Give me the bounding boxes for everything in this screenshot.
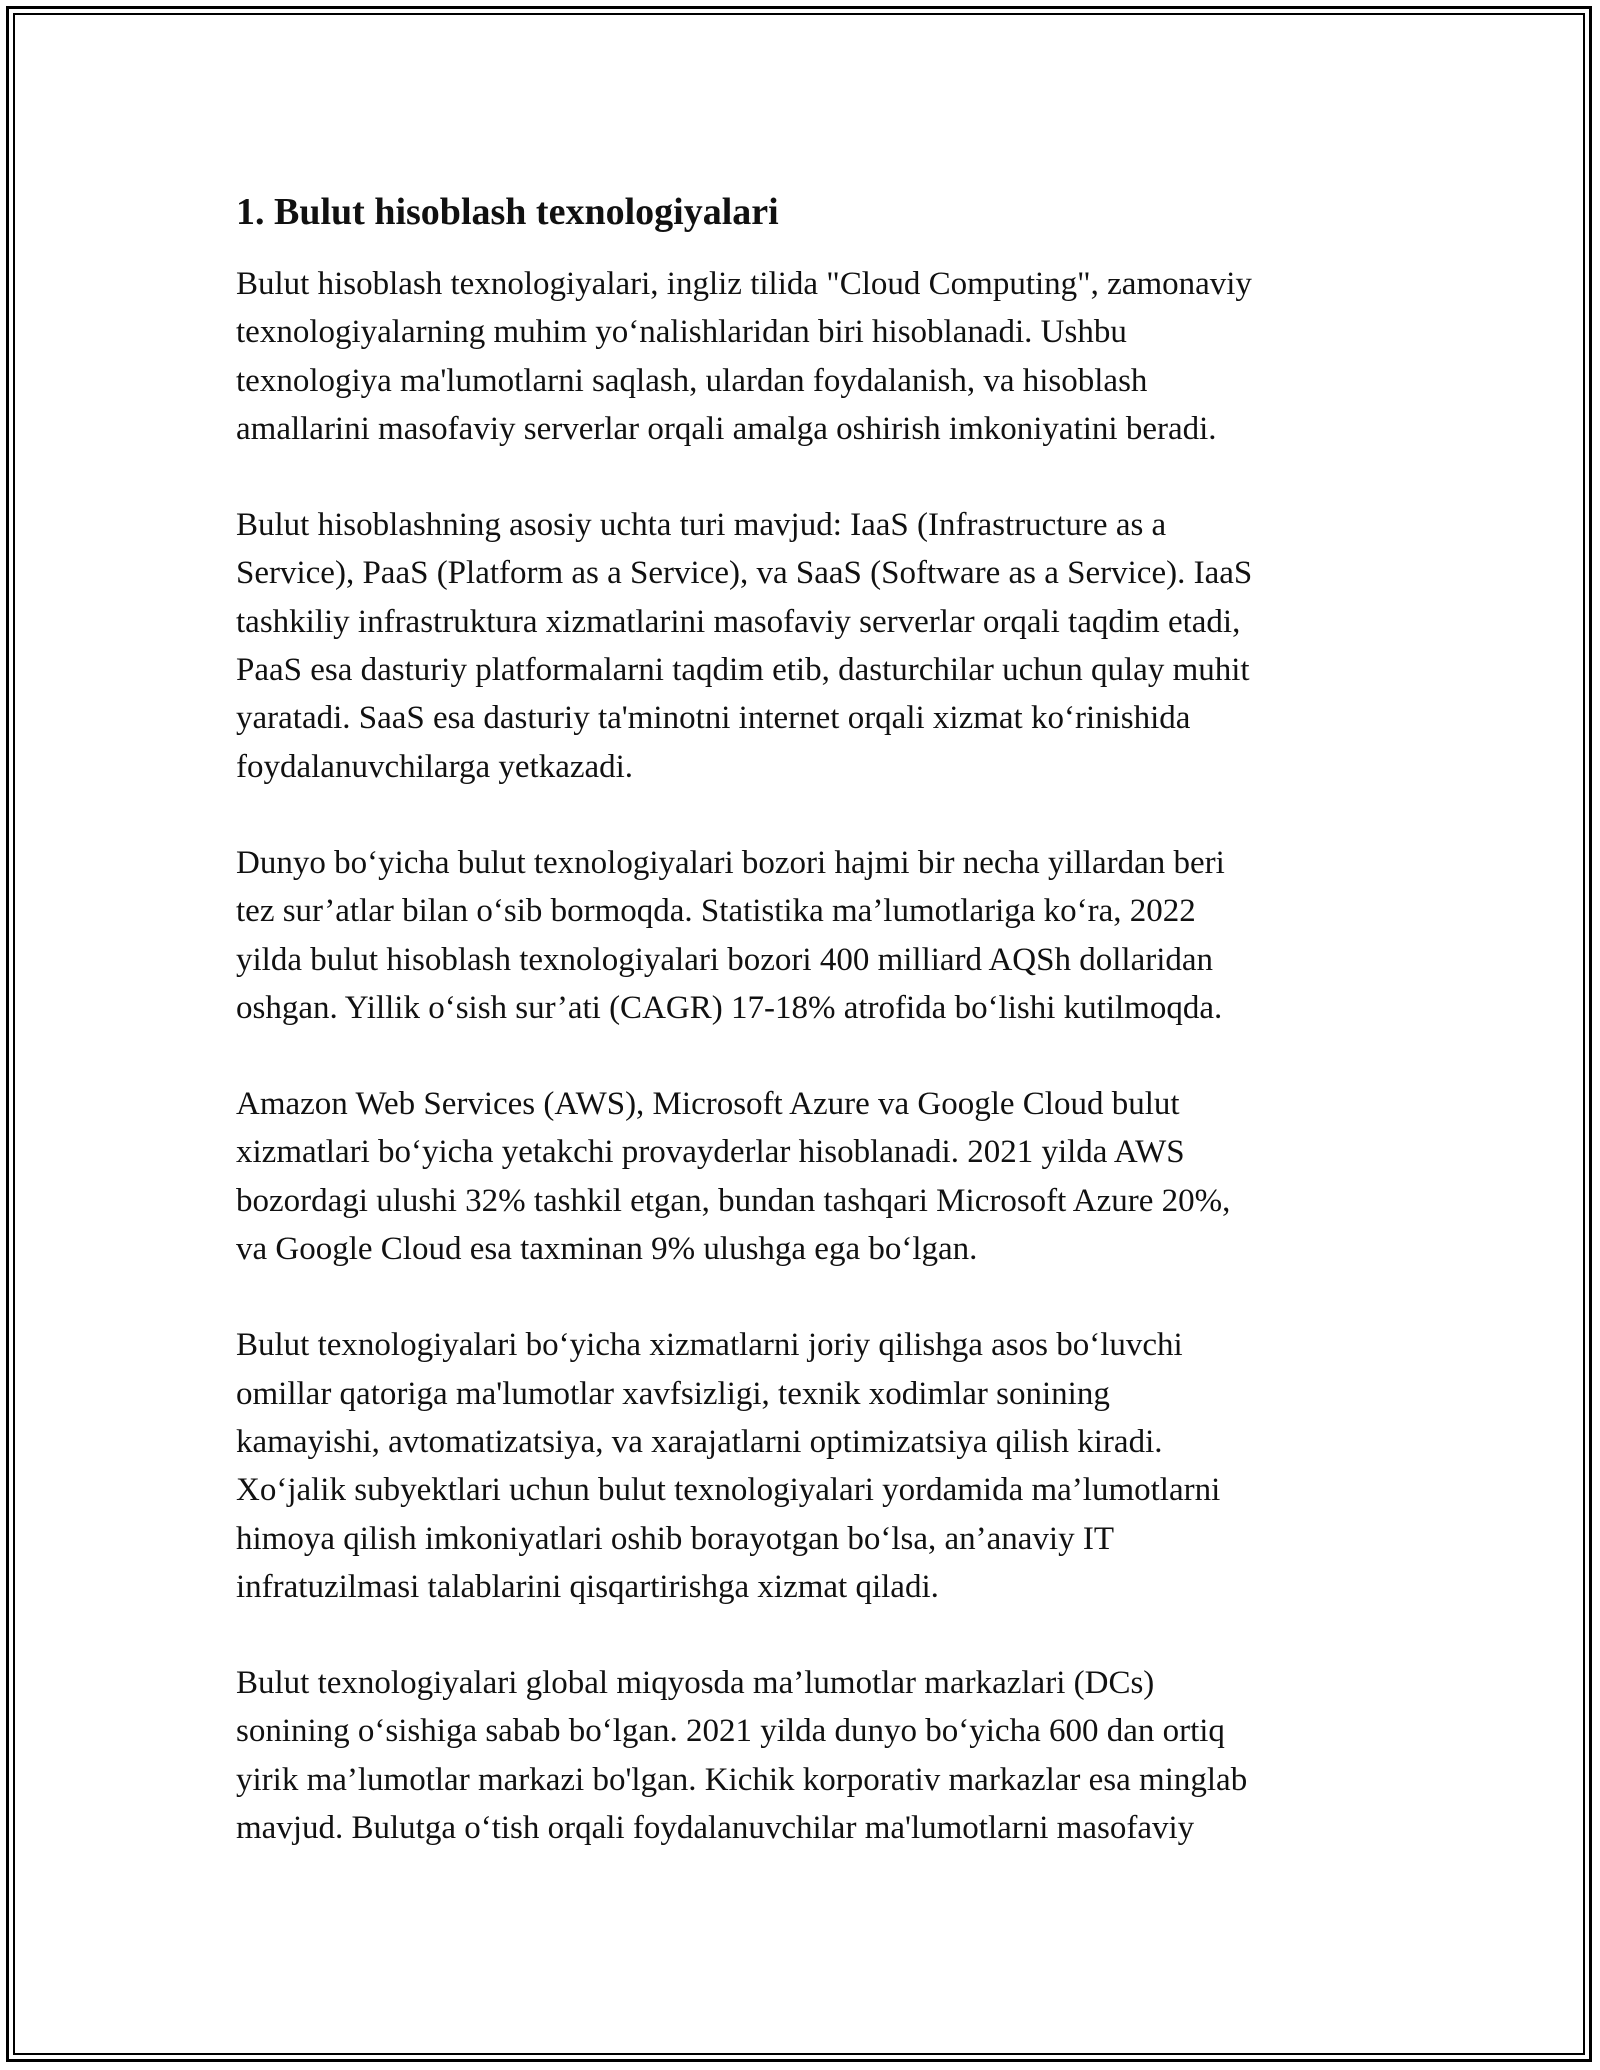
paragraph-service-types: Bulut hisoblashning asosiy uchta turi mavjud: IaaS (Infrastructure as a Service), PaaS (Platform as a Service), va SaaS (Software as a Service). IaaS tashkiliy infrastruktura xizmatlarini masofaviy serverlar orqali taqdim etadi, PaaS esa dasturiy platformalarni taqdim etib, dasturchilar uchun qulay muhit yaratadi. SaaS esa dasturiy ta'minotni internet orqali xizmat ko‘rinishida foydalanuvchilarga yetkazadi. [236,507,1253,785]
paragraph-providers: Amazon Web Services (AWS), Microsoft Azure va Google Cloud bulut xizmatlari bo‘yicha yetakchi provayderlar hisoblanadi. 2021 yilda AWS bozordagi ulushi 32% tashkil etgan, bundan tashqari Microsoft Azure 20%, va Google Cloud esa taxminan 9% ulushga ega bo‘lgan. [236,1086,1231,1268]
paragraph-market-size: Dunyo bo‘yicha bulut texnologiyalari bozori hajmi bir necha yillardan beri tez sur’atlar bilan o‘sib bormoqda. Statistika ma’lumotlariga ko‘ra, 2022 yilda bulut hisoblash texnologiyalari bozori 400 milliard AQSh dollaridan oshgan. Yillik o‘sish sur’ati (CAGR) 17-18% atrofida bo‘lishi kutilmoqda. [236,844,1225,1026]
section-heading: 1. Bulut hisoblash texnologiyalari [236,191,779,233]
paragraph-adoption-factors: Bulut texnologiyalari bo‘yicha xizmatlarni joriy qilishga asos bo‘luvchi omillar qatoriga ma'lumotlar xavfsizligi, texnik xodimlar sonining kamayishi, avtomatizatsiya, va xarajatlarni optimizatsiya qilish kiradi. Xo‘jalik subyektlari uchun bulut texnologiyalari yordamida ma’lumotlarni himoya qilish imkoniyatlari oshib borayotgan bo‘lsa, an’anaviy IT infratuzilmasi talablarini qisqartirishga xizmat qiladi. [236,1327,1221,1605]
paragraph-data-centers: Bulut texnologiyalari global miqyosda ma’lumotlar markazlari (DCs) sonining o‘sishiga sabab bo‘lgan. 2021 yilda dunyo bo‘yicha 600 dan ortiq yirik ma’lumotlar markazi bo'lgan. Kichik korporativ markazlar esa minglab mavjud. Bulutga o‘tish orqali foydalanuvchilar ma'lumotlarni masofaviy [236,1665,1248,1847]
document-body [236,188,1396,1900]
paragraph-intro: Bulut hisoblash texnologiyalari, ingliz tilida "Cloud Computing", zamonaviy texnologiyalarning muhim yo‘nalishlaridan biri hisoblanadi. Ushbu texnologiya ma'lumotlarni saqlash, ulardan foydalanish, va hisoblash amallarini masofaviy serverlar orqali amalga oshirish imkoniyatini beradi. [236,266,1252,447]
